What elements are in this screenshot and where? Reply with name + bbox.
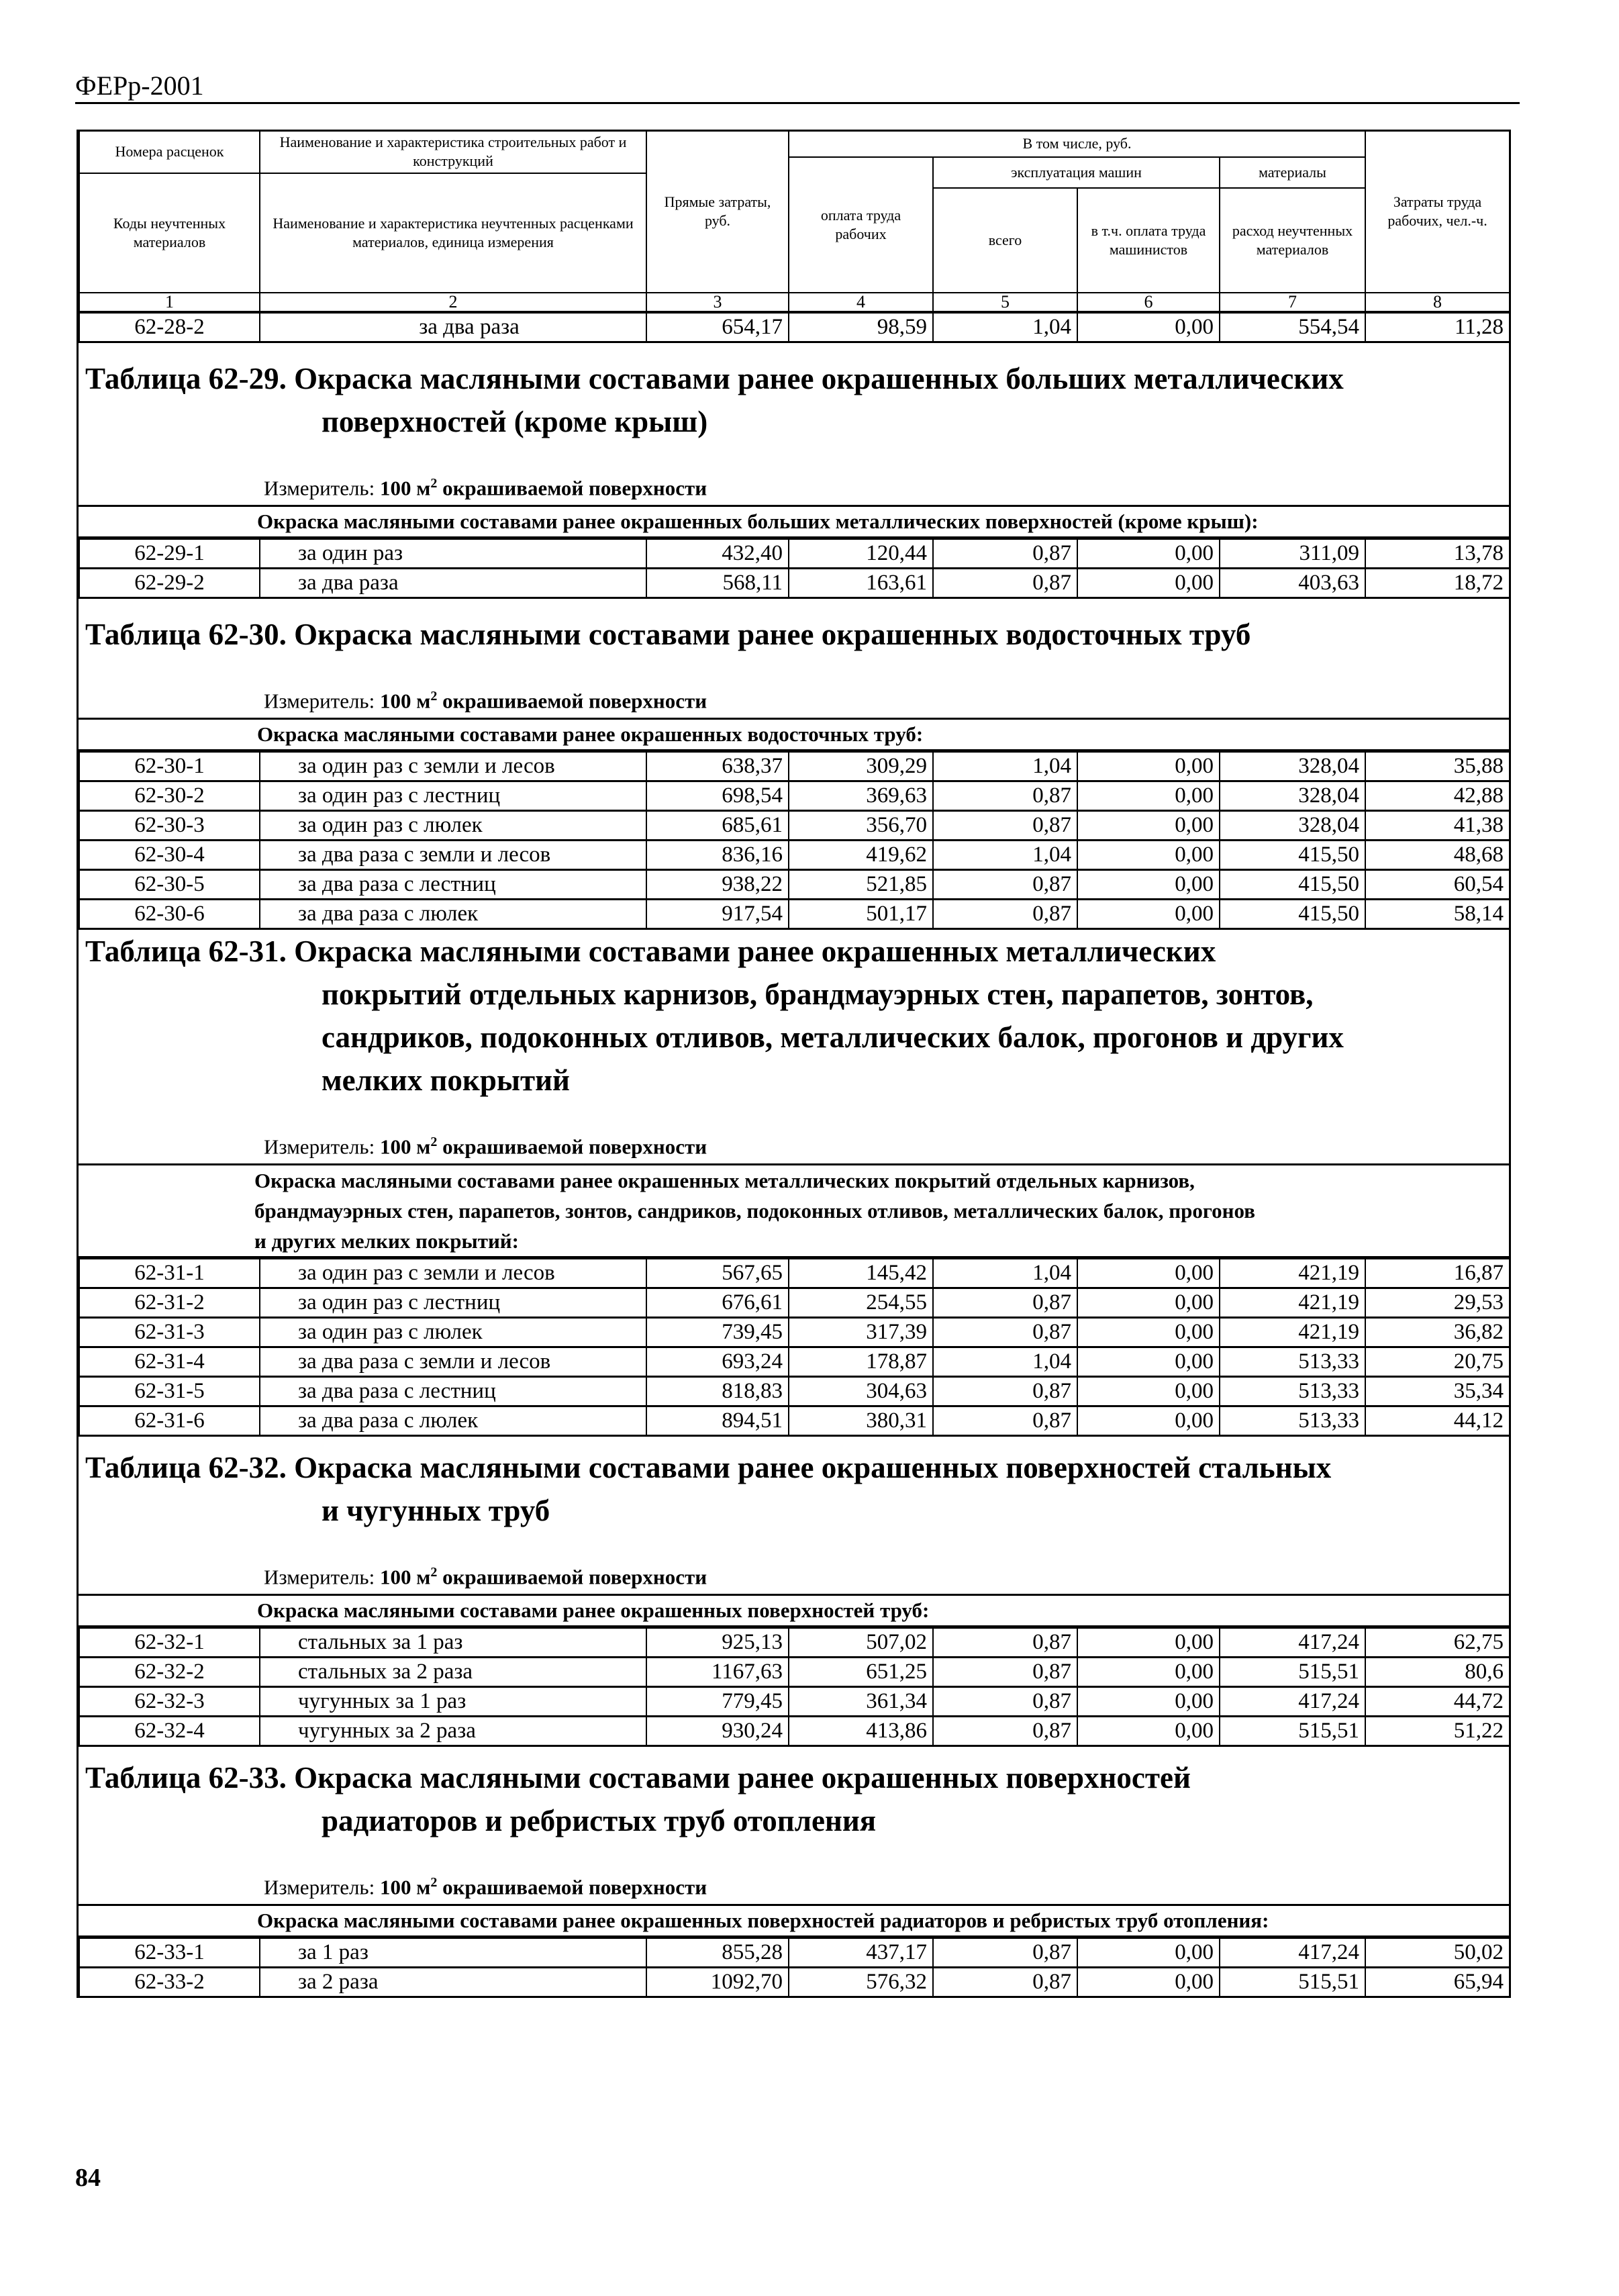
cell-col-3: 779,45	[646, 1686, 789, 1716]
cell-col-8: 35,34	[1365, 1376, 1510, 1406]
table-row	[79, 1628, 1510, 1658]
table-row	[79, 1288, 1510, 1317]
cell-col-2: за два раза с земли и лесов	[260, 840, 646, 869]
measure-rest: окрашиваемой поверхности	[437, 1565, 707, 1589]
cell-col-8: 20,75	[1365, 1347, 1510, 1376]
section-heading: Окраска масляными составами ранее окрашенных больших металлических поверхностей (кроме крыш):	[79, 505, 1509, 538]
cell-col-2: за один раз с земли и лесов	[260, 752, 646, 781]
measure-sup: 2	[430, 1135, 438, 1150]
cell-col-5: 0,87	[933, 1657, 1077, 1686]
cell-col-1: 62-30-5	[79, 869, 260, 899]
header-operator-pay: в т.ч. оплата труда машинистов	[1077, 188, 1220, 293]
cell-col-2: за два раза с земли и лесов	[260, 1347, 646, 1376]
cell-col-5: 0,87	[933, 810, 1077, 840]
table-row	[79, 1686, 1510, 1716]
cell-col-4: 413,86	[789, 1716, 933, 1745]
section-heading: Окраска масляными составами ранее окрашенных поверхностей радиаторов и ребристых труб отопления:	[79, 1904, 1509, 1938]
cell-col-1: 62-32-3	[79, 1686, 260, 1716]
cell-col-6: 0,00	[1077, 1938, 1220, 1968]
price-table	[77, 130, 1511, 1998]
cell-col-2: за один раз с лестниц	[260, 781, 646, 810]
section-heading-line: Окраска масляными составами ранее окрашенных металлических покрытий отдельных карнизов,	[254, 1168, 1195, 1192]
measure-value: 100 м	[379, 476, 431, 500]
cell-col-8: 50,02	[1365, 1938, 1510, 1968]
cell-col-3: 917,54	[646, 899, 789, 928]
cell-col-5: 1,04	[933, 312, 1077, 342]
table-row	[79, 1716, 1510, 1745]
cell-col-1: 62-31-4	[79, 1347, 260, 1376]
measure-rest: окрашиваемой поверхности	[437, 689, 707, 713]
cell-col-1: 62-33-1	[79, 1938, 260, 1968]
cell-col-3: 1167,63	[646, 1657, 789, 1686]
cell-col-4: 178,87	[789, 1347, 933, 1376]
header-worker-pay: оплата труда рабочих	[789, 157, 933, 293]
cell-col-6: 0,00	[1077, 899, 1220, 928]
cell-col-4: 380,31	[789, 1406, 933, 1435]
column-number: 8	[1365, 293, 1510, 312]
cell-col-1: 62-28-2	[79, 312, 260, 342]
cell-col-1: 62-31-3	[79, 1317, 260, 1347]
cell-col-2: за два раза с лестниц	[260, 1376, 646, 1406]
measure-unit	[264, 1135, 707, 1159]
cell-col-3: 739,45	[646, 1317, 789, 1347]
header-including: В том числе, руб.	[789, 131, 1365, 157]
table-row	[79, 781, 1510, 810]
cell-col-6: 0,00	[1077, 1657, 1220, 1686]
cell-col-8: 65,94	[1365, 1967, 1510, 1997]
table-row	[79, 1347, 1510, 1376]
table-title-line: поверхностей (кроме крыш)	[322, 404, 708, 438]
cell-col-7: 513,33	[1220, 1376, 1365, 1406]
cell-col-3: 1092,70	[646, 1967, 789, 1997]
cell-col-1: 62-32-1	[79, 1628, 260, 1658]
header-direct-costs: Прямые затраты, руб.	[646, 131, 789, 293]
measure-label: Измеритель:	[264, 689, 375, 713]
cell-col-5: 0,87	[933, 899, 1077, 928]
cell-col-2: за один раз	[260, 539, 646, 569]
cell-col-7: 328,04	[1220, 781, 1365, 810]
cell-col-4: 309,29	[789, 752, 933, 781]
column-number: 2	[260, 293, 646, 312]
rates-table	[79, 1258, 1510, 1437]
cell-col-3: 938,22	[646, 869, 789, 899]
table-row	[79, 1376, 1510, 1406]
cell-col-2: за 1 раз	[260, 1938, 646, 1968]
cell-col-2: за один раз с люлек	[260, 1317, 646, 1347]
cell-col-7: 328,04	[1220, 752, 1365, 781]
rates-table	[79, 1627, 1510, 1747]
measure-sup: 2	[430, 689, 438, 704]
cell-col-8: 16,87	[1365, 1259, 1510, 1288]
header-rule	[75, 102, 1520, 104]
cell-col-5: 0,87	[933, 1686, 1077, 1716]
cell-col-3: 654,17	[646, 312, 789, 342]
cell-col-3: 685,61	[646, 810, 789, 840]
table-title-line: мелких покрытий	[322, 1063, 570, 1097]
measure-unit	[264, 689, 707, 713]
cell-col-4: 163,61	[789, 568, 933, 597]
cell-col-1: 62-30-6	[79, 899, 260, 928]
cell-col-3: 930,24	[646, 1716, 789, 1745]
header-work-name: Наименование и характеристика строительных работ и конструкций	[260, 131, 646, 173]
header-material-name: Наименование и характеристика неучтенных расценками материалов, единица измерения	[260, 173, 646, 293]
section-heading: Окраска масляными составами ранее окрашенных поверхностей труб:	[79, 1594, 1509, 1627]
measure-label: Измеритель:	[264, 1565, 375, 1589]
table-title-line: сандриков, подоконных отливов, металлических балок, прогонов и других	[322, 1020, 1344, 1054]
table-row	[79, 1938, 1510, 1968]
cell-col-2: за один раз с люлек	[260, 810, 646, 840]
measure-label: Измеритель:	[264, 476, 375, 500]
cell-col-7: 515,51	[1220, 1716, 1365, 1745]
table-row	[79, 1657, 1510, 1686]
measure-sup: 2	[430, 1875, 438, 1891]
cell-col-4: 317,39	[789, 1317, 933, 1347]
cell-col-1: 62-31-6	[79, 1406, 260, 1435]
cell-col-5: 0,87	[933, 781, 1077, 810]
cell-col-6: 0,00	[1077, 1686, 1220, 1716]
cell-col-4: 521,85	[789, 869, 933, 899]
cell-col-6: 0,00	[1077, 1406, 1220, 1435]
table-title	[85, 613, 1250, 656]
cell-col-7: 415,50	[1220, 869, 1365, 899]
cell-col-6: 0,00	[1077, 1347, 1220, 1376]
cell-col-4: 419,62	[789, 840, 933, 869]
cell-col-5: 0,87	[933, 1938, 1077, 1968]
cell-col-7: 415,50	[1220, 840, 1365, 869]
cell-col-8: 62,75	[1365, 1628, 1510, 1658]
measure-rest: окрашиваемой поверхности	[437, 476, 707, 500]
cell-col-3: 676,61	[646, 1288, 789, 1317]
cell-col-3: 698,54	[646, 781, 789, 810]
table-caption	[79, 1437, 1509, 1594]
cell-col-2: за один раз с земли и лесов	[260, 1259, 646, 1288]
column-number-row	[79, 293, 1510, 312]
cell-col-2: чугунных за 2 раза	[260, 1716, 646, 1745]
cell-col-7: 513,33	[1220, 1406, 1365, 1435]
cell-col-7: 421,19	[1220, 1317, 1365, 1347]
cell-col-1: 62-30-4	[79, 840, 260, 869]
cell-col-2: за два раза с люлек	[260, 899, 646, 928]
table-row	[79, 899, 1510, 928]
column-number: 1	[79, 293, 260, 312]
cell-col-5: 0,87	[933, 1376, 1077, 1406]
cell-col-7: 421,19	[1220, 1259, 1365, 1288]
cell-col-5: 0,87	[933, 1406, 1077, 1435]
cell-col-4: 369,63	[789, 781, 933, 810]
cell-col-7: 515,51	[1220, 1657, 1365, 1686]
cell-col-7: 513,33	[1220, 1347, 1365, 1376]
cell-col-2: за 2 раза	[260, 1967, 646, 1997]
cell-col-7: 421,19	[1220, 1288, 1365, 1317]
cell-col-3: 638,37	[646, 752, 789, 781]
cell-col-7: 311,09	[1220, 539, 1365, 569]
cell-col-8: 51,22	[1365, 1716, 1510, 1745]
measure-sup: 2	[430, 1565, 438, 1580]
cell-col-6: 0,00	[1077, 810, 1220, 840]
table-row	[79, 1967, 1510, 1997]
cell-col-6: 0,00	[1077, 568, 1220, 597]
cell-col-5: 0,87	[933, 869, 1077, 899]
cell-col-6: 0,00	[1077, 1376, 1220, 1406]
cell-col-3: 894,51	[646, 1406, 789, 1435]
cell-col-8: 48,68	[1365, 840, 1510, 869]
cell-col-5: 0,87	[933, 1288, 1077, 1317]
cell-col-2: стальных за 1 раз	[260, 1628, 646, 1658]
cell-col-5: 0,87	[933, 539, 1077, 569]
table-caption	[79, 930, 1509, 1163]
header-material-codes: Коды неучтенных материалов	[79, 173, 260, 293]
cell-col-5: 0,87	[933, 568, 1077, 597]
cell-col-7: 554,54	[1220, 312, 1365, 342]
cell-col-7: 417,24	[1220, 1628, 1365, 1658]
cell-col-7: 515,51	[1220, 1967, 1365, 1997]
measure-value: 100 м	[379, 1565, 431, 1589]
cell-col-8: 42,88	[1365, 781, 1510, 810]
cell-col-6: 0,00	[1077, 1288, 1220, 1317]
table-title-line: Таблица 62-31. Окраска масляными составами ранее окрашенных металлических	[85, 934, 1216, 968]
cell-col-6: 0,00	[1077, 781, 1220, 810]
cell-col-1: 62-32-4	[79, 1716, 260, 1745]
cell-col-2: за два раза с люлек	[260, 1406, 646, 1435]
table-title	[85, 1446, 1331, 1532]
cell-col-5: 1,04	[933, 752, 1077, 781]
measure-sup: 2	[430, 476, 438, 491]
cell-col-1: 62-33-2	[79, 1967, 260, 1997]
cell-col-7: 403,63	[1220, 568, 1365, 597]
table-title	[85, 1756, 1191, 1842]
table-title-line: радиаторов и ребристых труб отопления	[322, 1803, 877, 1837]
cell-col-1: 62-30-1	[79, 752, 260, 781]
cell-col-4: 576,32	[789, 1967, 933, 1997]
cell-col-3: 925,13	[646, 1628, 789, 1658]
cell-col-8: 80,6	[1365, 1657, 1510, 1686]
cell-col-1: 62-30-2	[79, 781, 260, 810]
cell-col-1: 62-32-2	[79, 1657, 260, 1686]
table-title-line: Таблица 62-33. Окраска масляными составами ранее окрашенных поверхностей	[85, 1760, 1191, 1795]
cell-col-4: 145,42	[789, 1259, 933, 1288]
cell-col-2: за два раза	[260, 312, 646, 342]
section-heading	[79, 1163, 1509, 1258]
table-caption	[79, 599, 1509, 718]
cell-col-8: 29,53	[1365, 1288, 1510, 1317]
cell-col-6: 0,00	[1077, 1716, 1220, 1745]
header-labor-hours: Затраты труда рабочих, чел.-ч.	[1365, 131, 1510, 293]
section-heading-line: и других мелких покрытий:	[254, 1229, 519, 1253]
table-title	[85, 357, 1344, 443]
column-number: 7	[1220, 293, 1365, 312]
cell-col-4: 507,02	[789, 1628, 933, 1658]
cell-col-1: 62-31-5	[79, 1376, 260, 1406]
cell-col-5: 1,04	[933, 840, 1077, 869]
measure-unit	[264, 1875, 707, 1899]
section-heading-line: брандмауэрных стен, парапетов, зонтов, сандриков, подоконных отливов, металлических балок, прогонов	[254, 1198, 1255, 1223]
table-row	[79, 752, 1510, 781]
cell-col-8: 44,12	[1365, 1406, 1510, 1435]
cell-col-4: 356,70	[789, 810, 933, 840]
cell-col-6: 0,00	[1077, 539, 1220, 569]
cell-col-6: 0,00	[1077, 1967, 1220, 1997]
table-title-line: Таблица 62-29. Окраска масляными составами ранее окрашенных больших металлических	[85, 361, 1344, 395]
cell-col-8: 44,72	[1365, 1686, 1510, 1716]
table-row	[79, 1259, 1510, 1288]
cell-col-3: 855,28	[646, 1938, 789, 1968]
cell-col-4: 437,17	[789, 1938, 933, 1968]
table-title-line: покрытий отдельных карнизов, брандмауэрных стен, парапетов, зонтов,	[322, 977, 1314, 1011]
table-row	[79, 568, 1510, 597]
cell-col-6: 0,00	[1077, 1317, 1220, 1347]
cell-col-4: 98,59	[789, 312, 933, 342]
cell-col-5: 0,87	[933, 1716, 1077, 1745]
rates-table	[79, 538, 1510, 599]
cell-col-2: за один раз с лестниц	[260, 1288, 646, 1317]
cell-col-8: 11,28	[1365, 312, 1510, 342]
cell-col-7: 415,50	[1220, 899, 1365, 928]
cell-col-5: 1,04	[933, 1259, 1077, 1288]
column-number: 3	[646, 293, 789, 312]
cell-col-3: 836,16	[646, 840, 789, 869]
measure-value: 100 м	[379, 1135, 431, 1159]
cell-col-7: 417,24	[1220, 1938, 1365, 1968]
cell-col-4: 361,34	[789, 1686, 933, 1716]
cell-col-8: 36,82	[1365, 1317, 1510, 1347]
header-machines-total: всего	[933, 188, 1077, 293]
cell-col-6: 0,00	[1077, 1628, 1220, 1658]
column-number: 6	[1077, 293, 1220, 312]
cell-col-5: 0,87	[933, 1628, 1077, 1658]
cell-col-6: 0,00	[1077, 869, 1220, 899]
cell-col-6: 0,00	[1077, 1259, 1220, 1288]
cell-col-5: 0,87	[933, 1317, 1077, 1347]
cell-col-4: 501,17	[789, 899, 933, 928]
section-heading: Окраска масляными составами ранее окрашенных водосточных труб:	[79, 718, 1509, 751]
measure-rest: окрашиваемой поверхности	[437, 1135, 707, 1159]
cell-col-3: 567,65	[646, 1259, 789, 1288]
measure-unit	[264, 476, 707, 500]
cell-col-8: 41,38	[1365, 810, 1510, 840]
table-row	[79, 1406, 1510, 1435]
cell-col-1: 62-29-1	[79, 539, 260, 569]
table-title	[85, 930, 1344, 1102]
cell-col-2: чугунных за 1 раз	[260, 1686, 646, 1716]
measure-rest: окрашиваемой поверхности	[437, 1875, 707, 1899]
table-row	[79, 810, 1510, 840]
cell-col-6: 0,00	[1077, 312, 1220, 342]
cell-col-1: 62-30-3	[79, 810, 260, 840]
table-caption	[79, 343, 1509, 505]
column-number: 4	[789, 293, 933, 312]
cell-col-3: 693,24	[646, 1347, 789, 1376]
cell-col-2: стальных за 2 раза	[260, 1657, 646, 1686]
rates-table	[79, 751, 1510, 930]
table-title-line: Таблица 62-32. Окраска масляными составами ранее окрашенных поверхностей стальных	[85, 1450, 1332, 1484]
cell-col-3: 432,40	[646, 539, 789, 569]
header-materials: материалы	[1220, 157, 1365, 188]
table-row	[79, 1317, 1510, 1347]
table-row	[79, 869, 1510, 899]
measure-label: Измеритель:	[264, 1875, 375, 1899]
header-machines: эксплуатация машин	[933, 157, 1220, 188]
table-row	[79, 539, 1510, 569]
cell-col-1: 62-31-1	[79, 1259, 260, 1288]
cell-col-7: 417,24	[1220, 1686, 1365, 1716]
cell-col-4: 651,25	[789, 1657, 933, 1686]
cell-col-4: 304,63	[789, 1376, 933, 1406]
cell-col-8: 35,88	[1365, 752, 1510, 781]
cell-col-8: 60,54	[1365, 869, 1510, 899]
table-title-line: и чугунных труб	[322, 1493, 550, 1527]
cell-col-7: 328,04	[1220, 810, 1365, 840]
cell-col-6: 0,00	[1077, 840, 1220, 869]
cell-col-8: 18,72	[1365, 568, 1510, 597]
measure-label: Измеритель:	[264, 1135, 375, 1159]
table-row	[79, 840, 1510, 869]
cell-col-2: за два раза с лестниц	[260, 869, 646, 899]
measure-value: 100 м	[379, 689, 431, 713]
cell-col-3: 818,83	[646, 1376, 789, 1406]
table-row	[79, 312, 1510, 342]
measure-value: 100 м	[379, 1875, 431, 1899]
column-number: 5	[933, 293, 1077, 312]
cell-col-2: за два раза	[260, 568, 646, 597]
measure-unit	[264, 1565, 707, 1589]
header-material-usage: расход неучтенных материалов	[1220, 188, 1365, 293]
page-number: 84	[75, 2164, 101, 2192]
cell-col-6: 0,00	[1077, 752, 1220, 781]
cell-col-4: 120,44	[789, 539, 933, 569]
table-caption	[79, 1747, 1509, 1904]
cell-col-5: 1,04	[933, 1347, 1077, 1376]
cell-col-5: 0,87	[933, 1967, 1077, 1997]
cell-col-1: 62-29-2	[79, 568, 260, 597]
running-head: ФЕРр-2001	[75, 70, 204, 101]
cell-col-8: 58,14	[1365, 899, 1510, 928]
cell-col-8: 13,78	[1365, 539, 1510, 569]
cell-col-3: 568,11	[646, 568, 789, 597]
rates-table	[79, 1938, 1510, 1998]
table-title-line: Таблица 62-30. Окраска масляными составами ранее окрашенных водосточных труб	[85, 617, 1251, 651]
header-rate-numbers: Номера расценок	[79, 131, 260, 173]
cell-col-4: 254,55	[789, 1288, 933, 1317]
cell-col-1: 62-31-2	[79, 1288, 260, 1317]
column-header-table	[79, 130, 1510, 343]
